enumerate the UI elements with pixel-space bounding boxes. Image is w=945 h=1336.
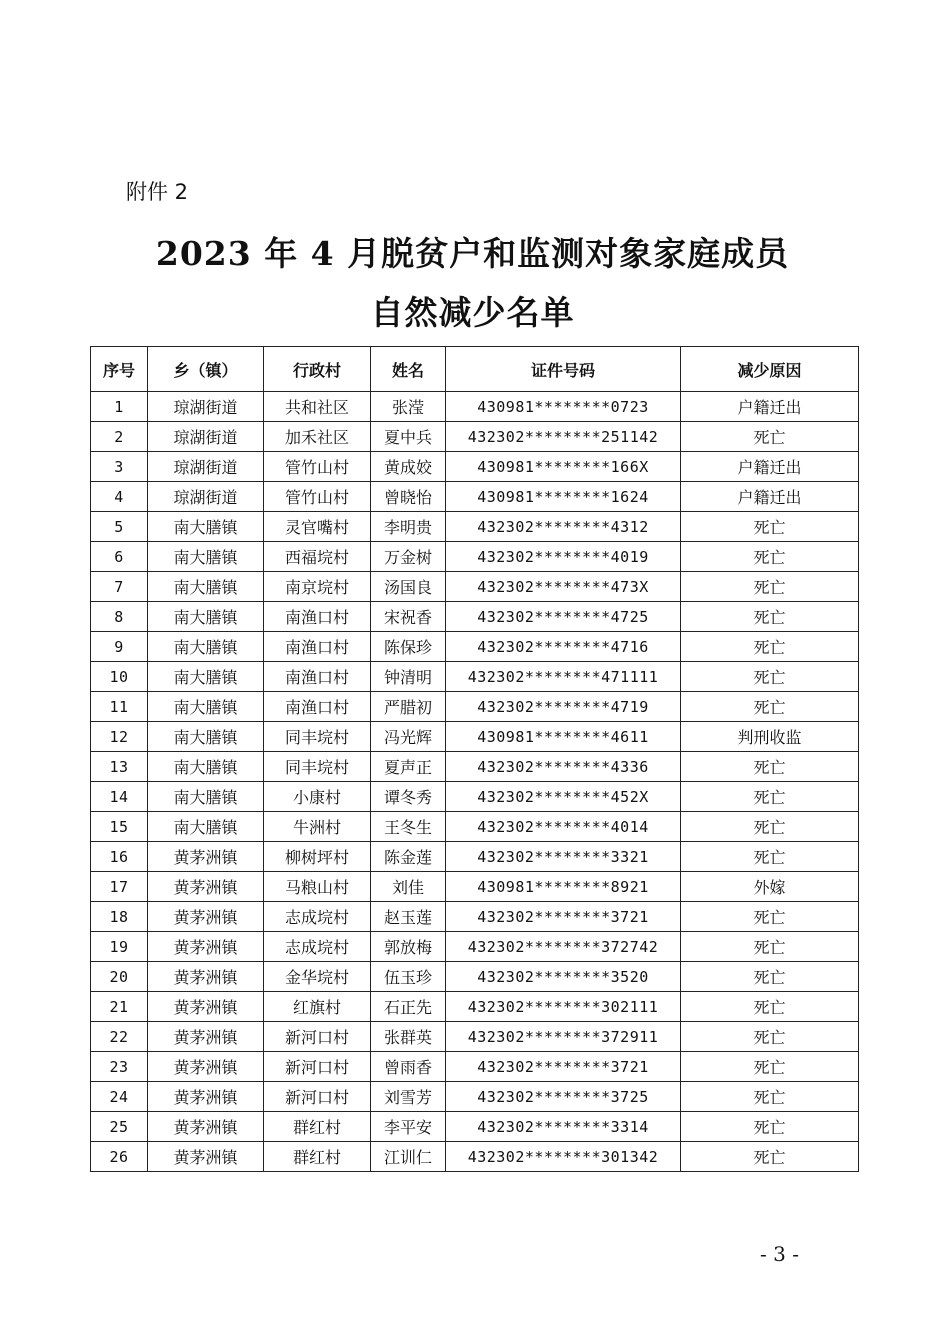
cell-name: 江训仁 (371, 1142, 446, 1172)
cell-id-number: 432302********3520 (446, 962, 681, 992)
cell-reason: 死亡 (681, 992, 859, 1022)
table-row (91, 1112, 859, 1142)
cell-index: 16 (91, 842, 148, 872)
col-header-name: 姓名 (371, 347, 446, 392)
cell-name: 陈金莲 (371, 842, 446, 872)
col-header-reason: 减少原因 (681, 347, 859, 392)
cell-index: 6 (91, 542, 148, 572)
cell-village: 南渔口村 (264, 692, 371, 722)
cell-town: 琼湖街道 (148, 422, 264, 452)
cell-id-number: 430981********0723 (446, 392, 681, 422)
cell-name: 刘雪芳 (371, 1082, 446, 1112)
cell-id-number: 432302********3721 (446, 1052, 681, 1082)
cell-village: 志成垸村 (264, 902, 371, 932)
table-row (91, 392, 859, 422)
cell-name: 冯光辉 (371, 722, 446, 752)
table-row (91, 782, 859, 812)
cell-name: 石正先 (371, 992, 446, 1022)
table-row (91, 1052, 859, 1082)
table-row (91, 632, 859, 662)
col-header-town: 乡（镇） (148, 347, 264, 392)
document-title-line2: 自然减少名单 (370, 293, 575, 332)
cell-index: 26 (91, 1142, 148, 1172)
cell-reason: 死亡 (681, 1142, 859, 1172)
cell-town: 黄茅洲镇 (148, 842, 264, 872)
cell-town: 黄茅洲镇 (148, 1082, 264, 1112)
cell-reason: 外嫁 (681, 872, 859, 902)
table-row (91, 752, 859, 782)
table-row (91, 872, 859, 902)
cell-reason: 死亡 (681, 842, 859, 872)
cell-town: 黄茅洲镇 (148, 962, 264, 992)
cell-village: 红旗村 (264, 992, 371, 1022)
cell-village: 南渔口村 (264, 662, 371, 692)
table-row (91, 932, 859, 962)
cell-name: 曾晓怡 (371, 482, 446, 512)
cell-reason: 死亡 (681, 602, 859, 632)
cell-id-number: 432302********452X (446, 782, 681, 812)
cell-village: 新河口村 (264, 1052, 371, 1082)
cell-reason: 户籍迁出 (681, 452, 859, 482)
cell-id-number: 432302********4336 (446, 752, 681, 782)
cell-town: 南大膳镇 (148, 722, 264, 752)
cell-name: 张群英 (371, 1022, 446, 1052)
cell-reason: 户籍迁出 (681, 392, 859, 422)
cell-name: 陈保珍 (371, 632, 446, 662)
table-row (91, 812, 859, 842)
cell-village: 南渔口村 (264, 632, 371, 662)
cell-name: 万金树 (371, 542, 446, 572)
cell-town: 南大膳镇 (148, 572, 264, 602)
col-header-id-number: 证件号码 (446, 347, 681, 392)
table-row (91, 902, 859, 932)
cell-name: 张滢 (371, 392, 446, 422)
cell-town: 琼湖街道 (148, 482, 264, 512)
attachment-label: 附件 2 (126, 180, 189, 204)
cell-index: 1 (91, 392, 148, 422)
cell-index: 5 (91, 512, 148, 542)
table-row (91, 662, 859, 692)
cell-index: 20 (91, 962, 148, 992)
cell-name: 汤国良 (371, 572, 446, 602)
cell-town: 黄茅洲镇 (148, 1142, 264, 1172)
cell-name: 夏声正 (371, 752, 446, 782)
cell-reason: 死亡 (681, 962, 859, 992)
cell-town: 南大膳镇 (148, 782, 264, 812)
cell-village: 灵官嘴村 (264, 512, 371, 542)
cell-index: 7 (91, 572, 148, 602)
table-row (91, 572, 859, 602)
cell-village: 管竹山村 (264, 452, 371, 482)
cell-index: 14 (91, 782, 148, 812)
cell-village: 群红村 (264, 1142, 371, 1172)
cell-index: 9 (91, 632, 148, 662)
table-body (91, 392, 859, 1172)
table-row (91, 602, 859, 632)
cell-village: 牛洲村 (264, 812, 371, 842)
cell-id-number: 432302********372742 (446, 932, 681, 962)
cell-reason: 死亡 (681, 572, 859, 602)
cell-town: 南大膳镇 (148, 632, 264, 662)
cell-id-number: 430981********8921 (446, 872, 681, 902)
cell-name: 严腊初 (371, 692, 446, 722)
cell-id-number: 432302********4725 (446, 602, 681, 632)
cell-reason: 死亡 (681, 1082, 859, 1112)
cell-id-number: 432302********372911 (446, 1022, 681, 1052)
cell-reason: 死亡 (681, 782, 859, 812)
cell-name: 黄成姣 (371, 452, 446, 482)
cell-town: 黄茅洲镇 (148, 872, 264, 902)
table-row (91, 842, 859, 872)
cell-village: 同丰垸村 (264, 752, 371, 782)
cell-name: 谭冬秀 (371, 782, 446, 812)
cell-town: 黄茅洲镇 (148, 932, 264, 962)
cell-town: 南大膳镇 (148, 692, 264, 722)
cell-index: 4 (91, 482, 148, 512)
cell-id-number: 432302********3725 (446, 1082, 681, 1112)
cell-town: 南大膳镇 (148, 752, 264, 782)
cell-reason: 死亡 (681, 422, 859, 452)
cell-index: 11 (91, 692, 148, 722)
cell-index: 25 (91, 1112, 148, 1142)
cell-town: 南大膳镇 (148, 542, 264, 572)
cell-id-number: 432302********473X (446, 572, 681, 602)
cell-reason: 死亡 (681, 692, 859, 722)
cell-id-number: 432302********4019 (446, 542, 681, 572)
cell-id-number: 432302********301342 (446, 1142, 681, 1172)
cell-reason: 死亡 (681, 752, 859, 782)
cell-id-number: 432302********302111 (446, 992, 681, 1022)
cell-village: 同丰垸村 (264, 722, 371, 752)
cell-village: 马粮山村 (264, 872, 371, 902)
reduction-table (90, 346, 859, 1172)
cell-name: 李平安 (371, 1112, 446, 1142)
cell-index: 23 (91, 1052, 148, 1082)
table-row (91, 992, 859, 1022)
cell-index: 13 (91, 752, 148, 782)
cell-town: 黄茅洲镇 (148, 1052, 264, 1082)
table-row (91, 542, 859, 572)
cell-index: 21 (91, 992, 148, 1022)
cell-index: 12 (91, 722, 148, 752)
cell-reason: 死亡 (681, 662, 859, 692)
cell-name: 夏中兵 (371, 422, 446, 452)
cell-index: 18 (91, 902, 148, 932)
col-header-village: 行政村 (264, 347, 371, 392)
cell-village: 南京垸村 (264, 572, 371, 602)
document-title-line1: 2023 年 4 月脱贫户和监测对象家庭成员 (155, 234, 790, 273)
cell-town: 黄茅洲镇 (148, 992, 264, 1022)
cell-reason: 死亡 (681, 542, 859, 572)
cell-town: 黄茅洲镇 (148, 1022, 264, 1052)
col-header-index: 序号 (91, 347, 148, 392)
cell-id-number: 432302********4014 (446, 812, 681, 842)
cell-reason: 死亡 (681, 1052, 859, 1082)
cell-name: 郭放梅 (371, 932, 446, 962)
page-number: - 3 - (760, 1242, 799, 1266)
cell-name: 刘佳 (371, 872, 446, 902)
cell-index: 15 (91, 812, 148, 842)
cell-town: 黄茅洲镇 (148, 902, 264, 932)
cell-village: 新河口村 (264, 1022, 371, 1052)
cell-reason: 死亡 (681, 512, 859, 542)
table-row (91, 962, 859, 992)
cell-id-number: 430981********1624 (446, 482, 681, 512)
cell-village: 管竹山村 (264, 482, 371, 512)
cell-town: 南大膳镇 (148, 662, 264, 692)
table-row (91, 1022, 859, 1052)
cell-town: 琼湖街道 (148, 392, 264, 422)
cell-name: 宋祝香 (371, 602, 446, 632)
cell-name: 李明贵 (371, 512, 446, 542)
cell-id-number: 430981********166X (446, 452, 681, 482)
cell-name: 曾雨香 (371, 1052, 446, 1082)
cell-id-number: 432302********4719 (446, 692, 681, 722)
table-row (91, 452, 859, 482)
cell-index: 10 (91, 662, 148, 692)
cell-index: 2 (91, 422, 148, 452)
cell-index: 17 (91, 872, 148, 902)
cell-index: 3 (91, 452, 148, 482)
cell-town: 南大膳镇 (148, 512, 264, 542)
cell-town: 琼湖街道 (148, 452, 264, 482)
cell-index: 22 (91, 1022, 148, 1052)
cell-id-number: 432302********471111 (446, 662, 681, 692)
table-row (91, 512, 859, 542)
table-row (91, 1142, 859, 1172)
table-row (91, 1082, 859, 1112)
cell-id-number: 430981********4611 (446, 722, 681, 752)
cell-town: 黄茅洲镇 (148, 1112, 264, 1142)
cell-reason: 判刑收监 (681, 722, 859, 752)
cell-id-number: 432302********4716 (446, 632, 681, 662)
cell-reason: 死亡 (681, 812, 859, 842)
cell-index: 8 (91, 602, 148, 632)
cell-index: 24 (91, 1082, 148, 1112)
table-header-row (91, 347, 859, 392)
cell-village: 金华垸村 (264, 962, 371, 992)
cell-id-number: 432302********3721 (446, 902, 681, 932)
cell-town: 南大膳镇 (148, 602, 264, 632)
cell-id-number: 432302********3314 (446, 1112, 681, 1142)
cell-name: 伍玉珍 (371, 962, 446, 992)
cell-village: 共和社区 (264, 392, 371, 422)
cell-name: 钟清明 (371, 662, 446, 692)
table-row (91, 422, 859, 452)
cell-village: 加禾社区 (264, 422, 371, 452)
cell-town: 南大膳镇 (148, 812, 264, 842)
table-row (91, 722, 859, 752)
cell-reason: 死亡 (681, 632, 859, 662)
cell-reason: 死亡 (681, 932, 859, 962)
cell-village: 志成垸村 (264, 932, 371, 962)
cell-name: 王冬生 (371, 812, 446, 842)
cell-id-number: 432302********3321 (446, 842, 681, 872)
cell-village: 新河口村 (264, 1082, 371, 1112)
cell-reason: 户籍迁出 (681, 482, 859, 512)
cell-village: 群红村 (264, 1112, 371, 1142)
cell-id-number: 432302********4312 (446, 512, 681, 542)
table-row (91, 692, 859, 722)
cell-name: 赵玉莲 (371, 902, 446, 932)
cell-village: 柳树坪村 (264, 842, 371, 872)
cell-index: 19 (91, 932, 148, 962)
cell-reason: 死亡 (681, 1022, 859, 1052)
cell-village: 南渔口村 (264, 602, 371, 632)
cell-id-number: 432302********251142 (446, 422, 681, 452)
cell-reason: 死亡 (681, 1112, 859, 1142)
cell-village: 西福垸村 (264, 542, 371, 572)
table-row (91, 482, 859, 512)
cell-village: 小康村 (264, 782, 371, 812)
cell-reason: 死亡 (681, 902, 859, 932)
